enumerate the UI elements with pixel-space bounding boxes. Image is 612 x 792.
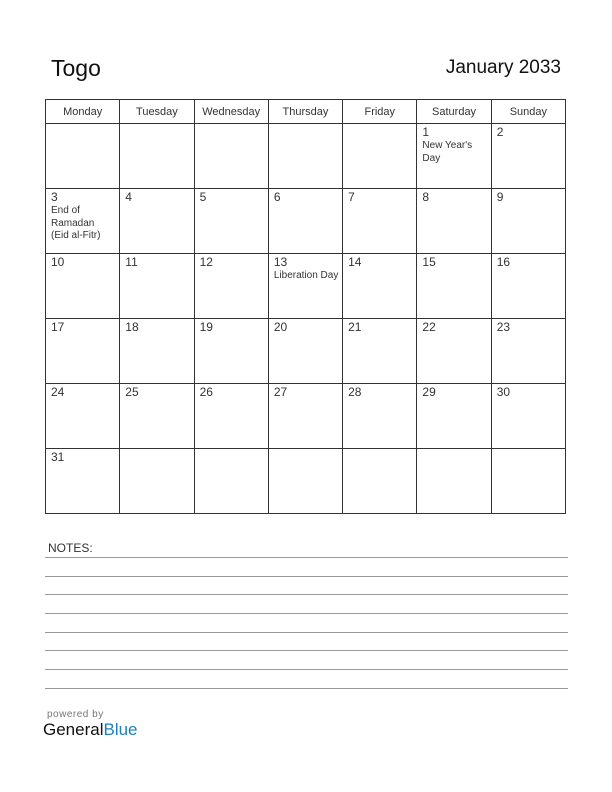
weekday-wednesday: Wednesday <box>194 100 268 124</box>
day-number: 3 <box>51 190 58 204</box>
day-cell <box>46 319 120 384</box>
country-title: Togo <box>51 55 101 81</box>
day-cell <box>417 124 491 189</box>
week-row <box>46 319 566 384</box>
day-cell <box>194 384 268 449</box>
empty-day-cell <box>268 124 342 189</box>
week-row <box>46 384 566 449</box>
powered-by-text: powered by <box>47 709 104 720</box>
calendar-grid <box>45 99 566 514</box>
day-cell <box>268 189 342 254</box>
logo-blue: Blue <box>103 720 138 739</box>
holiday-label: End of Ramadan (Eid al-Fitr) <box>51 205 101 241</box>
day-number: 19 <box>199 320 213 334</box>
day-cell <box>417 384 491 449</box>
generalblue-logo[interactable] <box>43 720 138 740</box>
day-cell <box>268 319 342 384</box>
day-cell <box>46 449 120 514</box>
day-cell <box>46 189 120 254</box>
day-number: 23 <box>496 320 511 334</box>
day-number: 31 <box>51 450 65 464</box>
weekday-thursday: Thursday <box>268 100 342 124</box>
day-cell <box>491 124 565 189</box>
day-number: 2 <box>496 125 504 139</box>
day-cell <box>194 254 268 319</box>
day-number: 1 <box>422 125 430 139</box>
day-cell <box>194 189 268 254</box>
day-cell <box>417 189 491 254</box>
note-line <box>45 632 568 633</box>
day-number: 16 <box>496 255 511 269</box>
empty-day-cell <box>120 124 194 189</box>
note-line <box>45 557 568 558</box>
day-number: 28 <box>348 385 362 399</box>
day-cell <box>268 254 342 319</box>
day-number: 30 <box>496 385 511 399</box>
day-number: 12 <box>199 255 213 269</box>
week-row <box>46 449 566 514</box>
week-row <box>46 254 566 319</box>
day-cell <box>491 254 565 319</box>
empty-day-cell <box>46 124 120 189</box>
note-line <box>45 576 568 577</box>
day-number: 17 <box>51 320 65 334</box>
day-number: 11 <box>125 255 138 269</box>
logo-general: General <box>43 720 104 739</box>
day-cell <box>120 254 194 319</box>
weekday-sunday: Sunday <box>491 100 565 124</box>
day-cell <box>343 384 417 449</box>
day-number: 13 <box>273 255 288 269</box>
empty-day-cell <box>120 449 194 514</box>
day-cell <box>343 319 417 384</box>
day-number: 9 <box>496 190 504 204</box>
day-cell <box>343 189 417 254</box>
day-cell <box>268 384 342 449</box>
empty-day-cell <box>194 449 268 514</box>
day-number: 25 <box>125 385 139 399</box>
note-line <box>45 613 568 614</box>
holiday-label: Liberation Day <box>273 270 339 281</box>
day-number: 15 <box>422 255 436 269</box>
day-cell <box>120 319 194 384</box>
day-number: 29 <box>422 385 436 399</box>
note-line <box>45 650 568 651</box>
day-cell <box>417 254 491 319</box>
month-title: January 2033 <box>445 57 561 78</box>
day-number: 24 <box>51 385 65 399</box>
day-cell <box>194 319 268 384</box>
day-number: 8 <box>422 190 430 204</box>
day-cell <box>491 384 565 449</box>
day-cell <box>417 319 491 384</box>
empty-day-cell <box>268 449 342 514</box>
day-number: 21 <box>348 320 362 334</box>
day-cell <box>120 189 194 254</box>
day-number: 7 <box>348 190 355 204</box>
empty-day-cell <box>417 449 491 514</box>
day-cell <box>491 319 565 384</box>
week-row <box>46 189 566 254</box>
notes-label: NOTES: <box>48 541 93 555</box>
weekday-header-row <box>46 100 566 124</box>
note-line <box>45 594 568 595</box>
day-number: 6 <box>273 190 281 204</box>
week-row <box>46 124 566 189</box>
weekday-monday: Monday <box>46 100 120 124</box>
weekday-friday: Friday <box>343 100 417 124</box>
day-number: 27 <box>273 385 288 399</box>
day-number: 14 <box>348 255 362 269</box>
empty-day-cell <box>343 449 417 514</box>
day-number: 20 <box>273 320 288 334</box>
weekday-saturday: Saturday <box>417 100 491 124</box>
day-number: 26 <box>199 385 213 399</box>
day-number: 5 <box>199 190 207 204</box>
day-cell <box>491 189 565 254</box>
empty-day-cell <box>194 124 268 189</box>
weekday-tuesday: Tuesday <box>120 100 194 124</box>
note-line <box>45 669 568 670</box>
day-cell <box>46 254 120 319</box>
day-number: 4 <box>125 190 132 204</box>
holiday-label: New Year's Day <box>422 140 473 164</box>
day-number: 10 <box>51 255 65 269</box>
empty-day-cell <box>343 124 417 189</box>
day-number: 18 <box>125 320 139 334</box>
note-line <box>45 688 568 689</box>
day-cell <box>343 254 417 319</box>
day-number: 22 <box>422 320 436 334</box>
day-cell <box>46 384 120 449</box>
day-cell <box>120 384 194 449</box>
empty-day-cell <box>491 449 565 514</box>
